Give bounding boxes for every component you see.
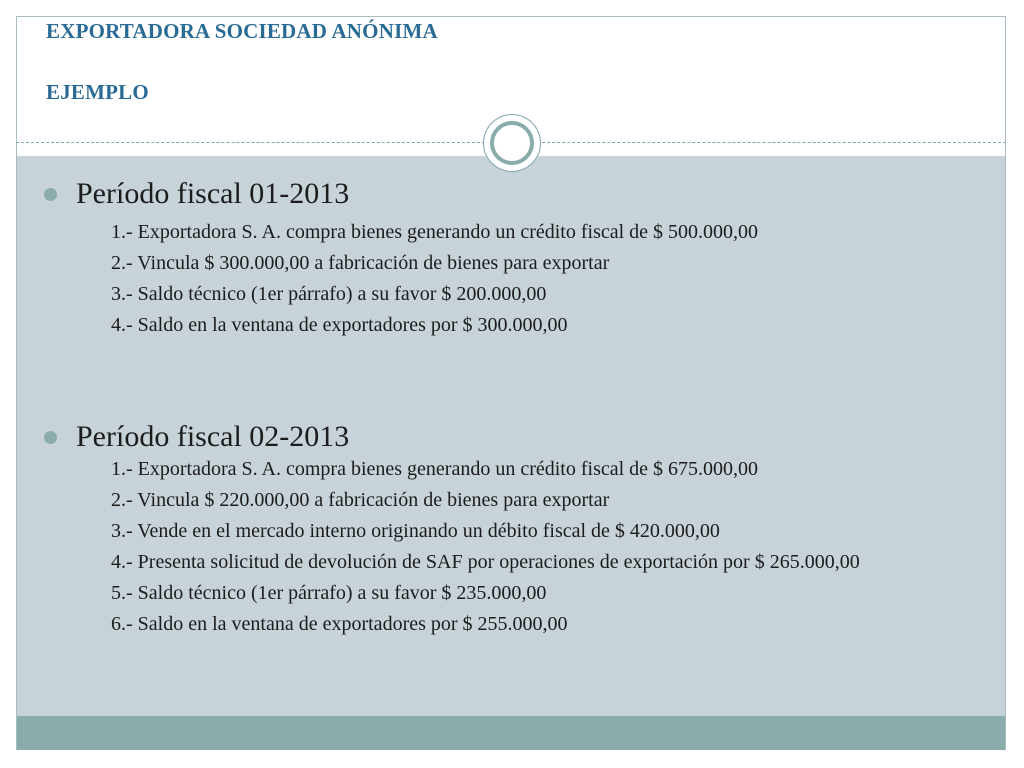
section-heading-text: Período fiscal 02-2013 — [76, 420, 350, 453]
item-list — [44, 457, 994, 637]
list-item: 5.- Saldo técnico (1er párrafo) a su favor $ 235.000,00 — [111, 582, 547, 604]
list-item: 4.- Presenta solicitud de devolución de SAF por operaciones de exportación por $ 265.000,00 — [111, 551, 860, 573]
footer-bar — [17, 716, 1005, 750]
item-list — [44, 220, 994, 338]
list-item: 2.- Vincula $ 300.000,00 a fabricación de bienes para exportar — [111, 252, 610, 274]
list-item: 1.- Exportadora S. A. compra bienes generando un crédito fiscal de $ 500.000,00 — [111, 221, 759, 243]
list-item: 1.- Exportadora S. A. compra bienes generando un crédito fiscal de $ 675.000,00 — [111, 458, 759, 480]
list-item: 3.- Saldo técnico (1er párrafo) a su favor $ 200.000,00 — [111, 283, 547, 305]
bullet-icon — [44, 188, 57, 201]
ring-inner — [490, 121, 534, 165]
list-item: 6.- Saldo en la ventana de exportadores por $ 255.000,00 — [111, 613, 568, 635]
section-period-02 — [44, 417, 994, 643]
title-line-company: EXPORTADORA SOCIEDAD ANÓNIMA — [46, 19, 438, 43]
bullet-icon — [44, 431, 57, 444]
list-item: 2.- Vincula $ 220.000,00 a fabricación de bienes para exportar — [111, 489, 610, 511]
title-line-example: EJEMPLO — [46, 80, 149, 104]
section-heading — [44, 174, 994, 214]
list-item: 3.- Vende en el mercado interno originando un débito fiscal de $ 420.000,00 — [111, 520, 720, 542]
list-item: 4.- Saldo en la ventana de exportadores por $ 300.000,00 — [111, 314, 568, 336]
section-heading-text: Período fiscal 01-2013 — [76, 177, 350, 210]
section-heading — [44, 417, 994, 457]
ring-ornament-icon — [483, 114, 541, 172]
section-period-01 — [44, 174, 994, 344]
